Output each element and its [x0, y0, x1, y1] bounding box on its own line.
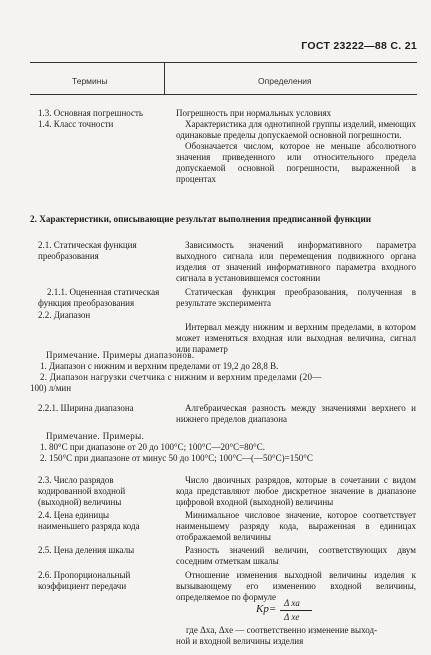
- note-1-line-2a: 2. Диапазон нагрузки счетчика с нижним и верхним пределами (20—: [40, 372, 322, 382]
- page-header: ГОСТ 23222—88 С. 21: [301, 40, 417, 52]
- definition-2-1-1: Статическая функция преобразования, полученная в результате эксперимента: [176, 287, 416, 308]
- formula-denominator: Δ xe: [284, 612, 300, 622]
- note-2-line-1: 1. 80°C при диапазоне от 20 до 100°C; 100°C—20°C=80°C.: [40, 442, 266, 452]
- term-1-4: 1.4. Класс точности: [38, 119, 114, 129]
- definition-2-2-1: Алгебраическая разность между значениями верхнего и нижнего пределов диапазона: [176, 403, 416, 424]
- term-2-1: 2.1. Статическая функция преобразования: [38, 240, 137, 261]
- definition-2-4: Минимальное числовое значение, которое соответствует наименьшему разряду кода, выраженная в единицах отображаемой величины: [176, 510, 416, 542]
- definition-1-3: Погрешность при нормальных условиях: [176, 108, 332, 118]
- definition-2-3: Число двоичных разрядов, которые в сочетании с видом кода представляют любое дискретное значение в диапазоне цифровой входной (выходной) величины: [176, 475, 416, 507]
- section-title: 2. Характеристики, описывающие результат выполнения предписанной функции: [30, 214, 372, 224]
- column-header-definitions: Определения: [258, 76, 312, 86]
- table-top-rule: [30, 62, 417, 63]
- formula-note-line-1: где Δxa, Δxe — соответственно изменение выход-: [186, 625, 378, 635]
- term-2-2: 2.2. Диапазон: [38, 310, 91, 320]
- formula-lhs: Kp=: [256, 603, 277, 615]
- definition-2-1: Зависимость значений информативного параметра выходного сигнала или перемещения подвижного органа изделия от значений информативного параметра входного сигнала в установившемся состоянии: [176, 240, 416, 283]
- definition-2-2: Интервал между нижним и верхним пределами, в котором может изменяться входная или выходная величина, сигнал или параметр: [176, 322, 416, 354]
- term-2-5: 2.5. Цена деления шкалы: [38, 545, 135, 555]
- note-1-title: Примечание. Примеры диапазонов.: [46, 350, 195, 360]
- note-2-line-2: 2. 150°C при диапазоне от минус 50 до 100°C; 100°C—(—50°C)=150°C: [40, 453, 313, 463]
- definition-2-5: Разность значений величин, соответствующих двум соседним отметкам шкалы: [176, 545, 416, 566]
- term-2-3: 2.3. Число разрядов кодированной входной (выходной) величины: [38, 475, 126, 507]
- note-2-title: Примечание. Примеры.: [46, 431, 145, 441]
- note-1-line-2b: 100) л/мин: [30, 383, 72, 393]
- term-2-1-1: 2.1.1. Оцененная статическая функция преобразования: [38, 287, 160, 308]
- term-2-4: 2.4. Цена единицы наименьшего разряда кода: [38, 510, 140, 531]
- term-1-3: 1.3. Основная погрешность: [38, 108, 144, 118]
- table-header-rule: [30, 94, 417, 95]
- table-column-divider: [164, 62, 165, 94]
- definition-1-4-p2: Обозначается числом, которое не меньше абсолютного значения приведенного или относительного предела допускаемой основной погрешности, выраженной в процентах: [176, 140, 416, 184]
- definition-1-4-p1: Характеристика для однотипной группы изделий, имеющих одинаковые пределы допускаемой основной погрешности.: [176, 119, 416, 140]
- formula-note-line-2: ной и входной величины изделия: [176, 636, 304, 646]
- formula-numerator: Δ xa: [284, 598, 300, 608]
- definition-2-6: Отношение изменения выходной величины изделия к вызывающему его изменению входной величины, определяемое по формуле: [176, 570, 416, 602]
- term-2-2-1: 2.2.1. Ширина диапазона: [38, 403, 134, 413]
- formula-fraction-bar: [280, 610, 312, 611]
- definition-1-4: [176, 119, 416, 185]
- column-header-terms: Термины: [72, 76, 108, 86]
- term-2-6: 2.6. Пропорциональный коэффициент передачи: [38, 570, 131, 591]
- note-1-line-1: 1. Диапазон с нижним и верхним пределами от 19,2 до 28,8 В.: [40, 361, 279, 371]
